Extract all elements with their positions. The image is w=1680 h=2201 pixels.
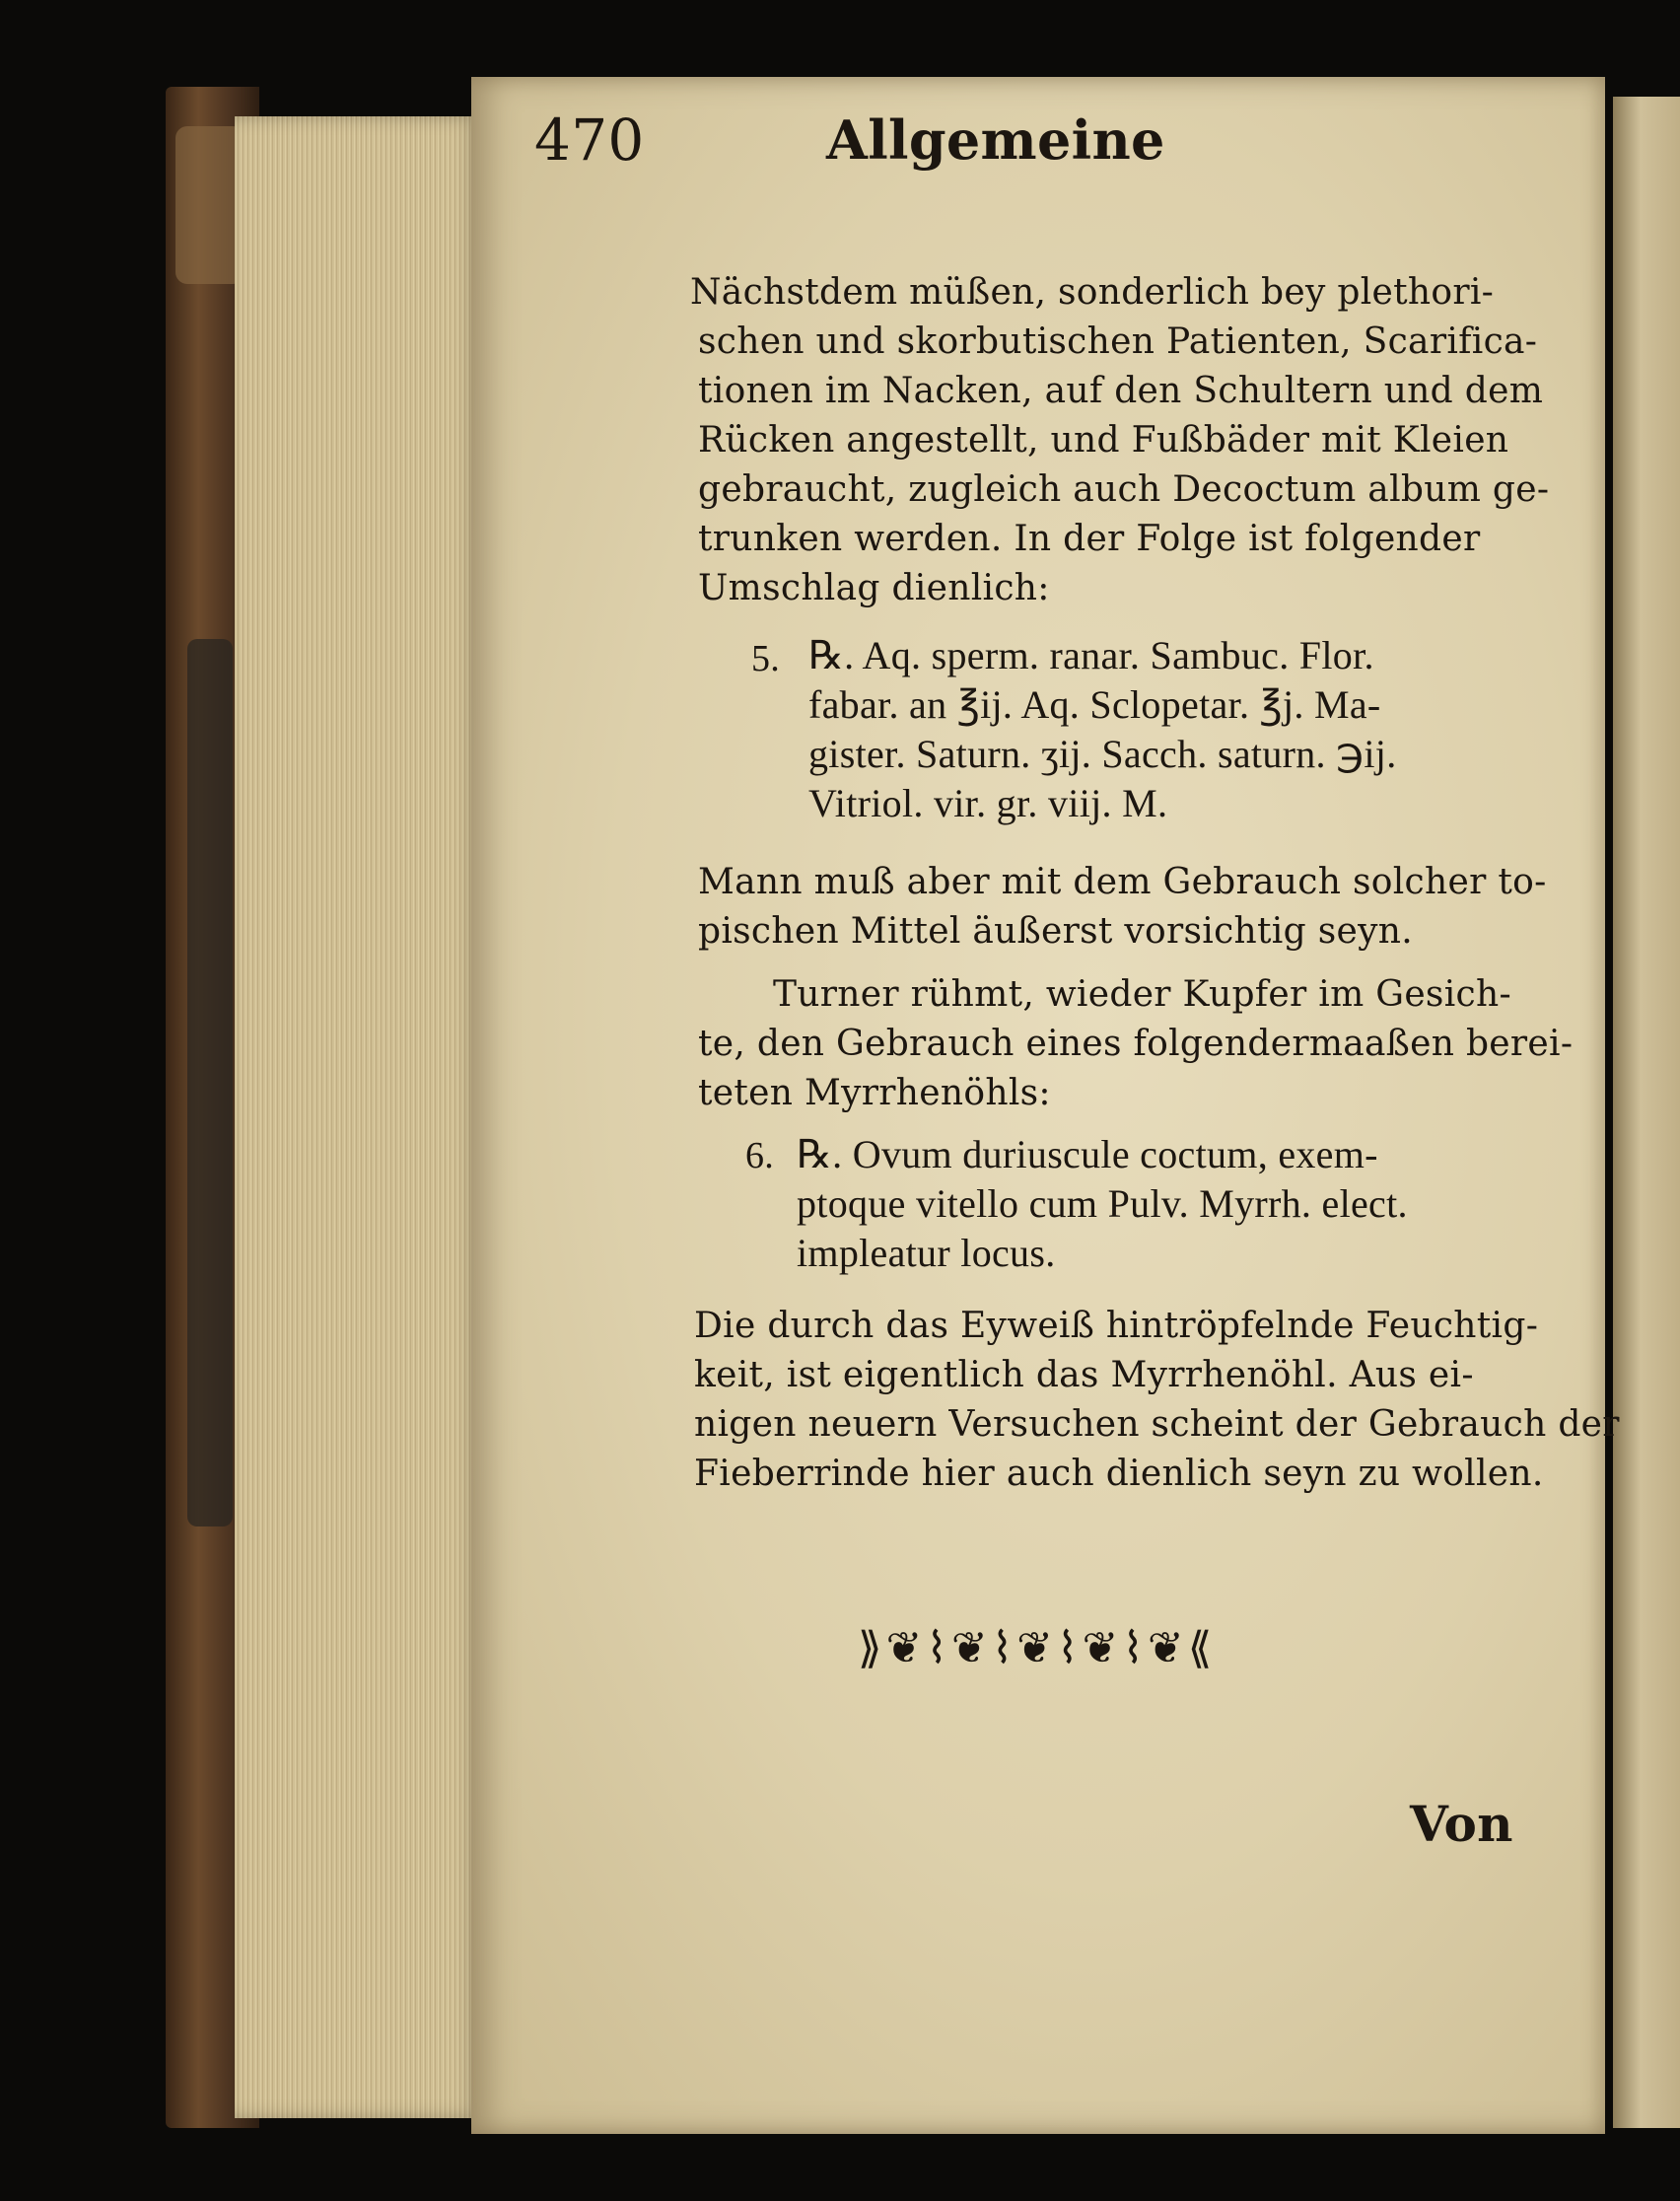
text-line: nigen neuern Versuchen scheint der Gebrauch der (694, 1404, 1620, 1445)
recipe-line: gister. Saturn. ʒij. Sacch. saturn. ℈ij. (808, 732, 1397, 776)
paragraph-1-body (698, 318, 1549, 613)
text-line: Umschlag dienlich: (698, 568, 1050, 608)
text-line: Rücken angestellt, und Fußbäder mit Kleien (698, 420, 1509, 461)
facing-page-edge (1613, 97, 1680, 2128)
recipe-6 (797, 1130, 1408, 1278)
recipe-line: ℞. Ovum duriuscule coctum, exem- (797, 1132, 1378, 1176)
recipe-line: ptoque vitello cum Pulv. Myrrh. elect. (797, 1181, 1408, 1226)
text-line: Nächstdem müßen, sonderlich bey plethori- (690, 272, 1495, 313)
worn-leather-patch (187, 639, 233, 1526)
text-line: gebraucht, zugleich auch Decoctum album ge- (698, 469, 1550, 510)
text-line: tionen im Nacken, auf den Schultern und dem (698, 371, 1544, 411)
text-line: Fieberrinde hier auch dienlich seyn zu wollen. (694, 1454, 1544, 1494)
recipe-6-number: 6. (745, 1135, 775, 1176)
recipe-line: ℞. Aq. sperm. ranar. Sambuc. Flor. (808, 633, 1374, 677)
text-line: Turner rühmt, wieder Kupfer im Gesich- (773, 974, 1511, 1015)
text-line: keit, ist eigentlich das Myrrhenöhl. Aus ei- (694, 1355, 1474, 1395)
text-line: teten Myrrhenöhls: (698, 1073, 1051, 1113)
text-line: Die durch das Eyweiß hintröpfelnde Feuchtig- (694, 1306, 1539, 1346)
page-number: 470 (534, 106, 645, 174)
paragraph-2 (698, 858, 1547, 957)
text-line: pischen Mittel äußerst vorsichtig seyn. (698, 911, 1413, 952)
recipe-5-number: 5. (751, 638, 781, 679)
recipe-line: impleatur locus. (797, 1231, 1056, 1275)
page-block-edges (235, 116, 481, 2118)
catchword: Von (1410, 1795, 1513, 1853)
text-line: schen und skorbutischen Patienten, Scarifica- (698, 321, 1538, 362)
recipe-line: Vitriol. vir. gr. viij. M. (808, 781, 1168, 825)
text-line: trunken werden. In der Folge ist folgender (698, 519, 1481, 559)
text-line: Mann muß aber mit dem Gebrauch solcher to- (698, 862, 1547, 902)
text-line: te, den Gebrauch eines folgendermaaßen berei- (698, 1024, 1574, 1064)
running-title: Allgemeine (826, 108, 1165, 172)
recipe-line: fabar. an ℥ij. Aq. Sclopetar. ℥j. Ma- (808, 682, 1381, 727)
decorative-ornament: ⟫❦⌇❦⌇❦⌇❦⌇❦⟪ (858, 1623, 1217, 1673)
paragraph-3 (698, 970, 1573, 1118)
paragraph-1 (690, 268, 1494, 318)
paragraph-4 (694, 1302, 1620, 1499)
recipe-5 (808, 631, 1397, 828)
